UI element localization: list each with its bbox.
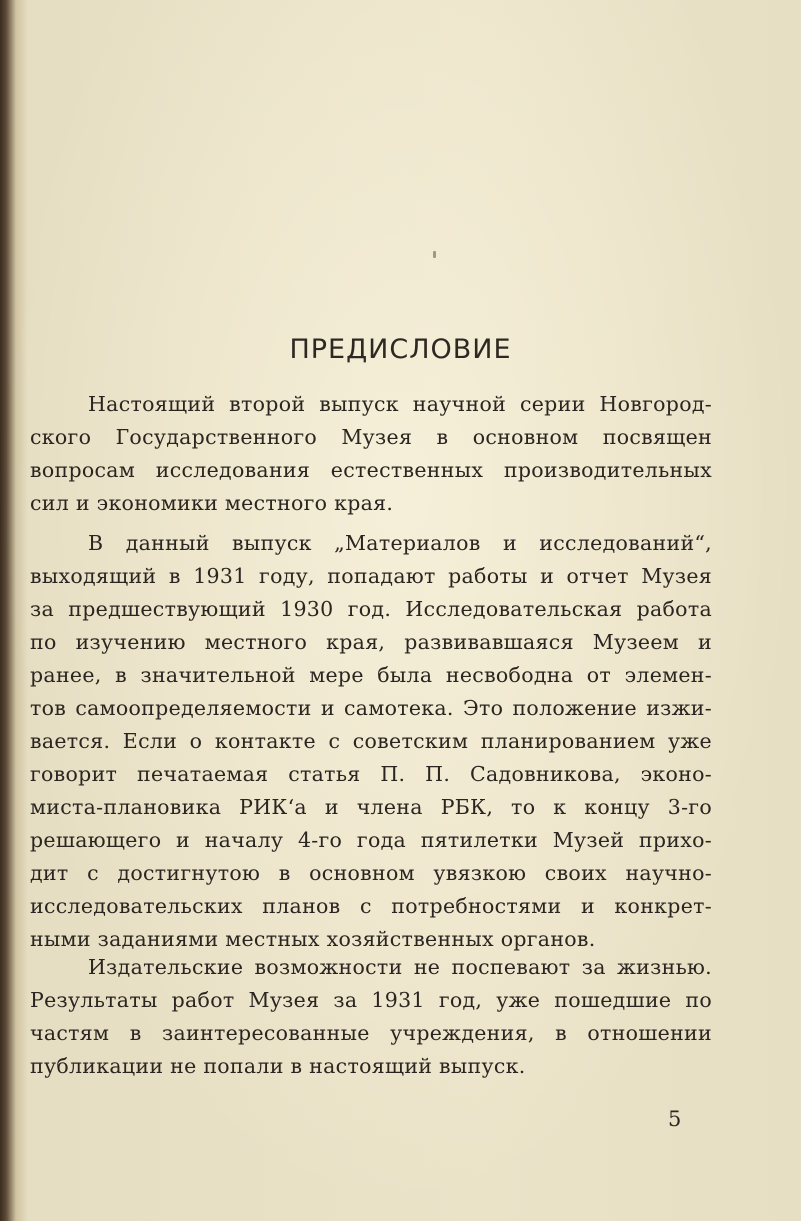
text-line: тов самоопределяемости и самотека. Это положение изжи- [30,696,712,720]
print-speck [433,251,436,258]
paragraph-2 [30,527,712,956]
text-line: дит с достигнутою в основном увязкою своих научно- [30,861,712,885]
text-line: Настоящий второй выпуск научной серии Новгород- [88,392,712,416]
paragraph-3 [30,951,712,1083]
page-number: 5 [668,1107,682,1131]
text-line: частям в заинтересованные учреждения, в отношении [30,1021,712,1045]
paragraph-1 [30,388,712,520]
page-title: ПРЕДИСЛОВИЕ [289,334,512,365]
text-line: ными заданиями местных хозяйственных органов. [30,927,596,951]
text-line: Результаты работ Музея за 1931 год, уже пошедшие по [30,988,712,1012]
text-line: по изучению местного края, развивавшаяся Музеем и [30,630,712,654]
text-line: Издательские возможности не поспевают за жизнью. [88,955,712,979]
text-line: решающего и началу 4-го года пятилетки Музей прихо- [30,828,712,852]
text-line: сил и экономики местного края. [30,491,394,515]
text-line: вопросам исследования естественных производительных [30,458,712,482]
text-line: вается. Если о контакте с советским планированием уже [30,729,712,753]
text-line: ского Государственного Музея в основном посвящен [30,425,712,449]
text-line: исследовательских планов с потребностями и конкрет- [30,894,712,918]
text-line: В данный выпуск „Материалов и исследований“, [88,531,712,555]
text-line: за предшествующий 1930 год. Исследовательская работа [30,597,712,621]
text-line: ранее, в значительной мере была несвободна от элемен- [30,663,712,687]
text-line: говорит печатаемая статья П. П. Садовникова, эконо- [30,762,712,786]
text-line: публикации не попали в настоящий выпуск. [30,1054,526,1078]
text-line: выходящий в 1931 году, попадают работы и отчет Музея [30,564,712,588]
text-line: миста-плановика РИК‘а и члена РБК, то к концу 3-го [30,795,712,819]
